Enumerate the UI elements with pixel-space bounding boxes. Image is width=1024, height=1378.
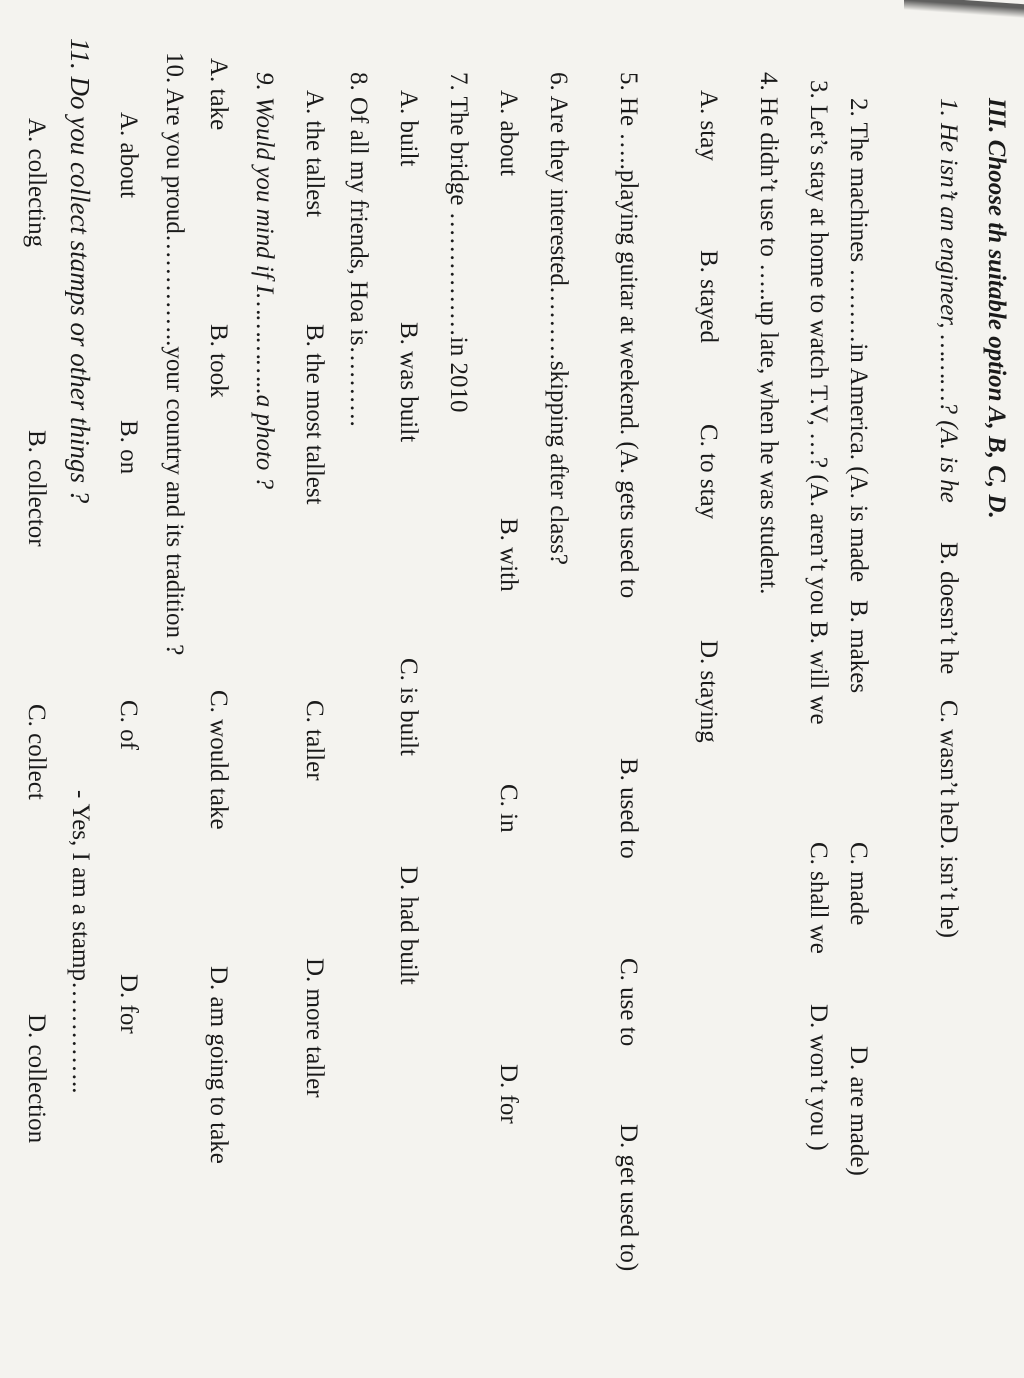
question-3-option-c: C. shall we xyxy=(805,842,832,954)
question-10-option-b: B. on xyxy=(115,420,142,475)
question-4-option-b: B. stayed xyxy=(695,250,722,344)
question-1-option-cd: C. wasn’t heD. isn’t he) xyxy=(935,700,962,938)
question-2-option-b: B. makes xyxy=(845,600,872,694)
question-6-option-b: B. with xyxy=(495,518,522,592)
question-9 xyxy=(244,0,284,1378)
question-8-option-a: A. the tallest xyxy=(301,90,328,218)
question-1 xyxy=(928,0,968,1378)
question-8-option-b: B. the most tallest xyxy=(301,324,328,505)
question-8 xyxy=(338,0,378,1378)
question-6-option-c: C. in xyxy=(495,784,522,833)
question-6-option-a: A. about xyxy=(495,90,522,177)
question-7-option-a: A. built xyxy=(395,90,422,167)
question-8-options xyxy=(294,0,334,1378)
question-9-option-c: C. would take xyxy=(205,690,232,830)
question-9-prompt: 9. Would you mind if I…………..a photo ? xyxy=(251,72,278,490)
question-2-option-c: C. made xyxy=(845,842,872,926)
question-4-option-a: A. stay xyxy=(695,90,722,161)
question-6-option-d: D. for xyxy=(495,1064,522,1124)
question-4 xyxy=(748,0,788,1378)
section-heading: III. Choose th suitable option A, B, C, D. xyxy=(983,98,1010,519)
question-8-option-c: C. taller xyxy=(301,700,328,781)
question-5-option-c: C. use to xyxy=(615,958,642,1047)
question-5 xyxy=(608,0,648,1378)
question-11-answer: - Yes, I am a stamp………….. xyxy=(67,790,94,1094)
question-10 xyxy=(154,0,194,1378)
question-9-option-a: A. take xyxy=(205,58,232,131)
question-6-prompt: 6. Are they interested………skipping after class? xyxy=(545,72,572,565)
question-1-prompt: 1. He isn’t an engineer, ………? (A. is he xyxy=(935,98,962,503)
question-6-options xyxy=(488,0,528,1378)
question-9-option-d: D. am going to take xyxy=(205,966,232,1164)
question-7-option-b: B. was built xyxy=(395,322,422,443)
question-11-option-c: C. collect xyxy=(23,704,50,800)
question-4-option-d: D. staying xyxy=(695,640,722,743)
question-5-option-d: D. get used to) xyxy=(615,1124,642,1272)
question-1-option-b: B. doesn’t he xyxy=(935,542,962,675)
question-11-option-a: A. collecting xyxy=(23,118,50,248)
question-11-options xyxy=(16,0,56,1378)
question-4-prompt: 4. He didn’t use to …..up late, when he was student. xyxy=(755,72,782,595)
question-11-option-b: B. collector xyxy=(23,430,50,547)
question-10-prompt: 10. Are you proud…………..your country and its tradition ? xyxy=(161,52,188,656)
question-3 xyxy=(798,0,838,1378)
question-7-option-d: D. had built xyxy=(395,866,422,985)
question-8-option-d: D. more taller xyxy=(301,958,328,1098)
question-7 xyxy=(438,0,478,1378)
question-10-option-d: D. for xyxy=(115,974,142,1034)
question-11 xyxy=(60,0,100,1378)
question-2-prompt: 2. The machines ………in America. (A. is made xyxy=(845,98,872,583)
question-6 xyxy=(538,0,578,1378)
question-11-option-d: D. collection xyxy=(23,1014,50,1144)
question-10-option-c: C. of xyxy=(115,700,142,750)
question-5-option-b: B. used to xyxy=(615,758,642,859)
question-3-option-d: D. won’t you ) xyxy=(805,1004,832,1151)
question-7-option-c: C. is built xyxy=(395,658,422,756)
question-5-prompt: 5. He …..playing guitar at weekend. (A. gets used to xyxy=(615,72,642,599)
question-7-prompt: 7. The bridge ……………in 2010 xyxy=(445,72,472,413)
question-4-options xyxy=(688,0,728,1378)
question-4-option-c: C. to stay xyxy=(695,424,722,520)
question-2-option-d: D. are made) xyxy=(845,1046,872,1176)
question-10-options xyxy=(108,0,148,1378)
question-9-options xyxy=(198,0,238,1378)
question-7-options xyxy=(388,0,428,1378)
question-11-prompt: 11. Do you collect stamps or other things ? xyxy=(65,38,95,504)
question-9-option-b: B. took xyxy=(205,324,232,398)
question-10-option-a: A. about xyxy=(115,112,142,199)
question-8-prompt: 8. Of all my friends, Hoa is………. xyxy=(345,72,372,427)
question-3-prompt: 3. Let’s stay at home to watch T.V, …? (A. aren’t you B. will we xyxy=(805,80,832,725)
question-2 xyxy=(838,0,878,1378)
